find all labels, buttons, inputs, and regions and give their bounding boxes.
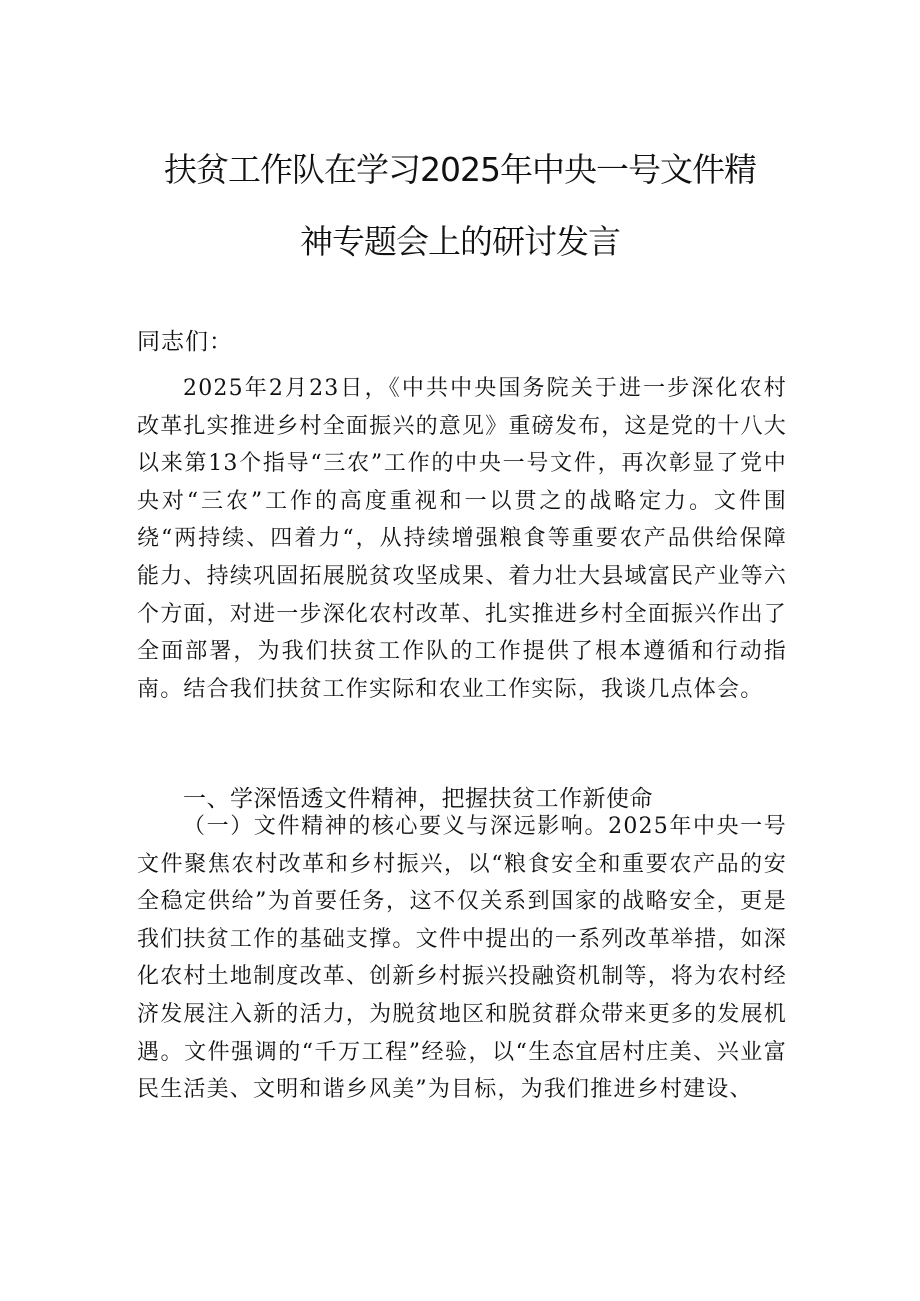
section-1-paragraph-1: （一）文件精神的核心要义与深远影响。2025年中央一号文件聚焦农村改革和乡村振兴，以“粮食安全和重要农产品的安全稳定供给”为首要任务，这不仅关系到国家的战略安全，更是我们扶贫工作的基础支撑。文件中提出的一系列改革举措，如深化农村土地制度改革、创新乡村振兴投融资机制等，将为农村经济发展注入新的活力，为脱贫地区和脱贫群众带来更多的发展机遇。文件强调的“千万工程”经验，以“生态宜居村庄美、兴业富民生活美、文明和谐乡风美”为目标，为我们推进乡村建设、	[137, 814, 787, 1103]
intro-paragraph: 2025年2月23日，《中共中央国务院关于进一步深化农村改革扎实推进乡村全面振兴的意见》重磅发布，这是党的十八大以来第13个指导“三农”工作的中央一号文件，再次彰显了党中央对“三农”工作的高度重视和一以贯之的战略定力。文件围绕“两持续、四着力“，从持续增强粮食等重要农产品供给保障能力、持续巩固拓展脱贫攻坚成果、着力壮大县域富民产业等六个方面，对进一步深化农村改革、扎实推进乡村全面振兴作出了全面部署，为我们扶贫工作队的工作提供了根本遵循和行动指南。结合我们扶贫工作实际和农业工作实际，我谈几点体会。	[137, 376, 787, 702]
document-title-line-2: 神专题会上的研讨发言	[300, 222, 620, 261]
salutation: 同志们：	[137, 329, 233, 355]
section-heading-1: 一、学深悟透文件精神，把握扶贫工作新使命	[183, 786, 653, 812]
document-title-line-1: 扶贫工作队在学习2025年中央一号文件精	[164, 150, 756, 189]
